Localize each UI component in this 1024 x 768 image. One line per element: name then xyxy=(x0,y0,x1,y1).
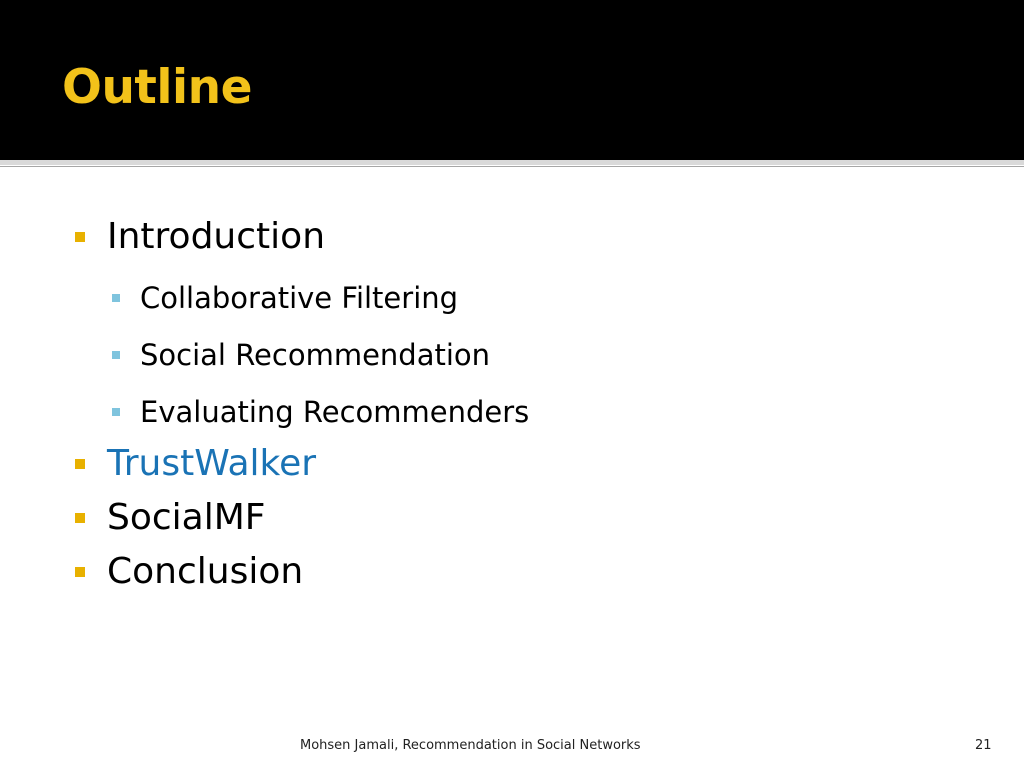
square-bullet-icon xyxy=(112,408,120,416)
square-bullet-icon xyxy=(75,459,85,469)
slide-number: 21 xyxy=(975,738,992,753)
outline-item-label: Collaborative Filtering xyxy=(140,281,459,315)
outline-item-label: Introduction xyxy=(107,216,326,257)
square-bullet-icon xyxy=(75,567,85,577)
outline-item-label: TrustWalker xyxy=(107,443,317,484)
square-bullet-icon xyxy=(112,294,120,302)
square-bullet-icon xyxy=(75,232,85,242)
title-divider-line xyxy=(0,166,1024,167)
title-divider xyxy=(0,160,1024,165)
footer-credit: Mohsen Jamali, Recommendation in Social Networks xyxy=(300,738,641,753)
outline-item-label: Social Recommendation xyxy=(140,338,491,372)
title-bar xyxy=(0,0,1024,160)
square-bullet-icon xyxy=(75,513,85,523)
outline-item-label: SocialMF xyxy=(107,497,266,538)
square-bullet-icon xyxy=(112,351,120,359)
slide-title: Outline xyxy=(62,60,252,115)
outline-item-label: Conclusion xyxy=(107,551,304,592)
outline-item-label: Evaluating Recommenders xyxy=(140,395,530,429)
